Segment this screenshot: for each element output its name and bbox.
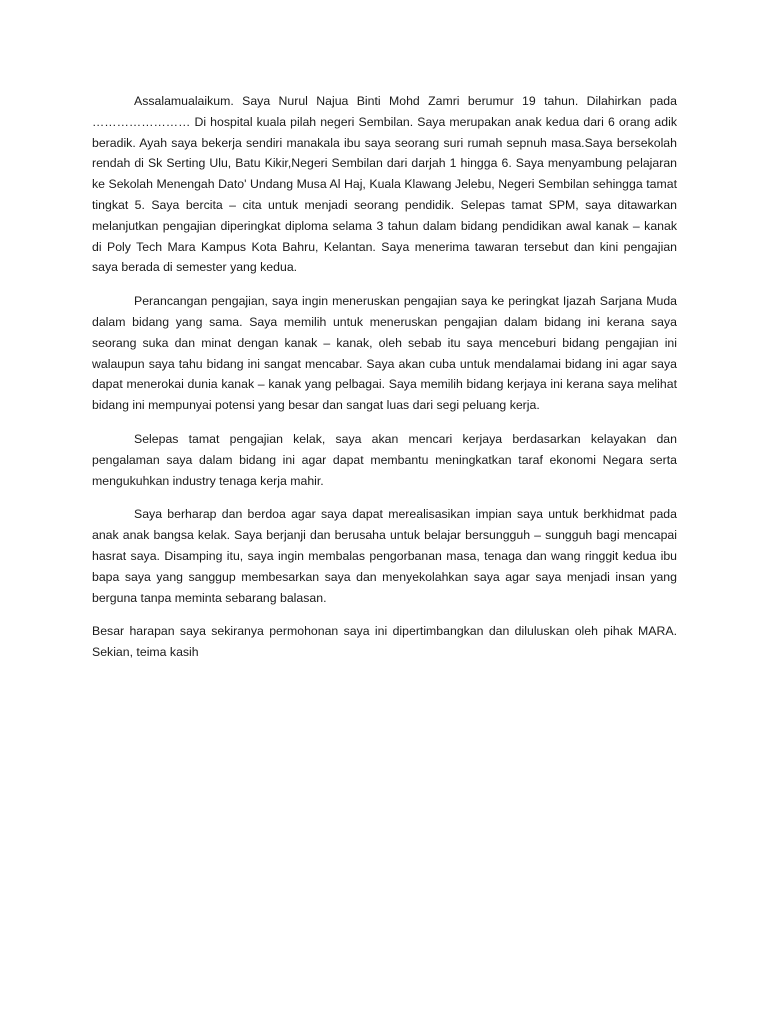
paragraph-introduction: Assalamualaikum. Saya Nurul Najua Binti Mohd Zamri berumur 19 tahun. Dilahirkan pada …………………… Di hospital kuala pilah negeri Sembilan. Saya merupakan anak kedua dari 6 orang adik beradik. Ayah saya bekerja sendiri manakala ibu saya seorang suri rumah sepnuh masa.Saya bersekolah rendah di Sk Serting Ulu, Batu Kikir,Negeri Sembilan dari darjah 1 hingga 6. Saya menyambung pelajaran ke Sekolah Menengah Dato' Undang Musa Al Haj, Kuala Klawang Jelebu, Negeri Sembilan sehingga tamat tingkat 5. Saya bercita – cita untuk menjadi seorang pendidik. Selepas tamat SPM, saya ditawarkan melanjutkan pengajian diperingkat diploma selama 3 tahun dalam bidang pendidikan awal kanak – kanak di Poly Tech Mara Kampus Kota Bahru, Kelantan. Saya menerima tawaran tersebut dan kini pengajian saya berada di semester yang kedua.: [92, 94, 677, 275]
document-body: [92, 91, 677, 676]
paragraph-aspiration: Saya berharap dan berdoa agar saya dapat merealisasikan impian saya untuk berkhidmat pada anak anak bangsa kelak. Saya berjanji dan berusaha untuk belajar bersungguh – sungguh bagi mencapai hasrat saya. Disamping itu, saya ingin membalas pengorbanan masa, tenaga dan wang ringgit kedua ibu bapa saya yang sanggup membesarkan saya dan menyekolahkan saya agar saya menjadi insan yang berguna tanpa meminta sebarang balasan.: [92, 507, 677, 605]
paragraph-closing: Besar harapan saya sekiranya permohonan saya ini dipertimbangkan dan diluluskan oleh pihak MARA. Sekian, teima kasih: [92, 624, 677, 660]
paragraph-career-plan: Selepas tamat pengajian kelak, saya akan mencari kerjaya berdasarkan kelayakan dan pengalaman saya dalam bidang ini agar dapat membantu meningkatkan taraf ekonomi Negara serta mengukuhkan industry tenaga kerja mahir.: [92, 431, 677, 488]
paragraph-study-plan: Perancangan pengajian, saya ingin meneruskan pengajian saya ke peringkat Ijazah Sarjana Muda dalam bidang yang sama. Saya memilih untuk meneruskan pengajian dalam bidang ini kerana saya seorang suka dan minat dengan kanak – kanak, oleh sebab itu saya menceburi bidang pengajian ini walaupun saya tahu bidang ini sangat mencabar. Saya akan cuba untuk mendalamai bidang ini agar saya dapat menerokai dunia kanak – kanak yang pelbagai. Saya memilih bidang kerjaya ini kerana saya melihat bidang ini mempunyai potensi yang besar dan sangat luas dari segi peluang kerja.: [92, 294, 677, 413]
